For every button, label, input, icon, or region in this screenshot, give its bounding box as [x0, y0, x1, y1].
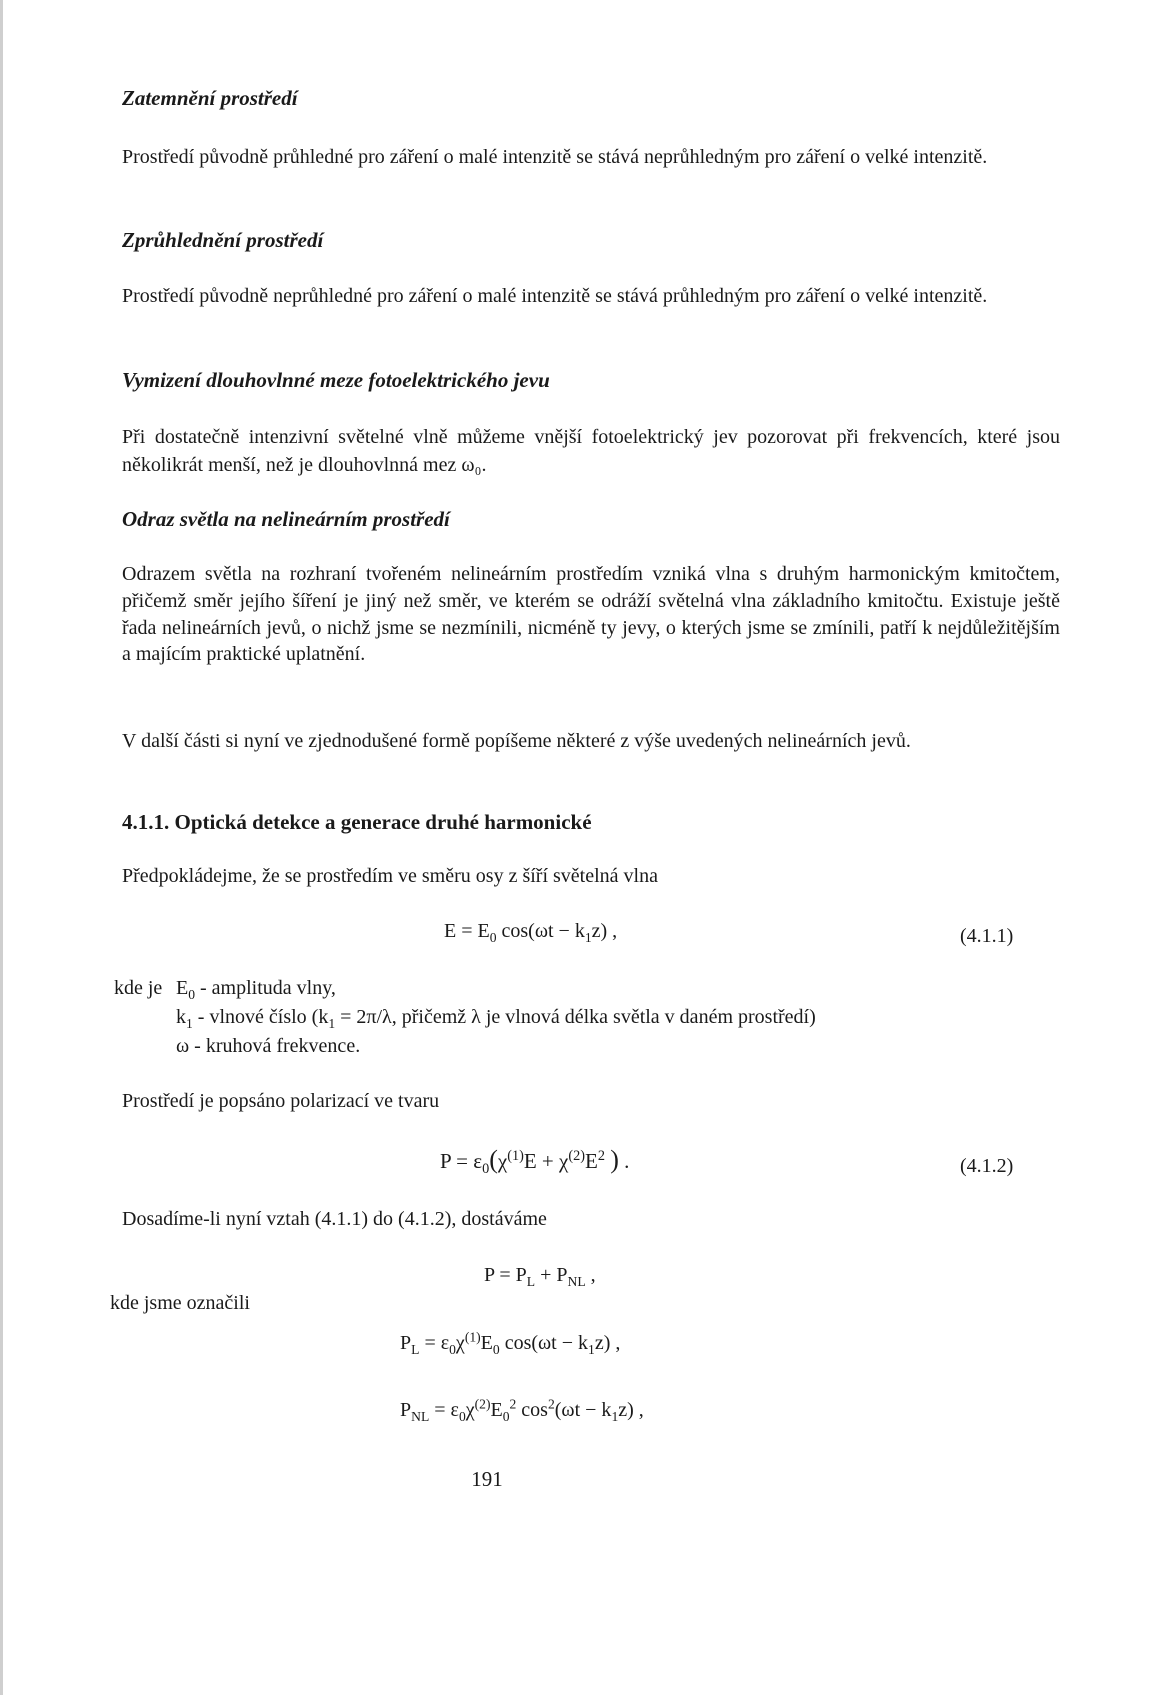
equation-number-4-1-2: (4.1.2): [960, 1155, 1014, 1177]
equation-number-4-1-1: (4.1.1): [960, 925, 1014, 947]
paragraph-vymizeni: Při dostatečně intenzivní světelné vlně můžeme vnější fotoelektrický jev pozorovat při frekvencích, které jsou několikrát menší, než je dlouhovlnná mez ω₀.: [122, 426, 1060, 476]
page-number: 191: [471, 1467, 503, 1491]
paragraph-zatemneni: Prostředí původně průhledné pro záření o malé intenzitě se stává neprůhledným pro záření o velké intenzitě.: [122, 146, 988, 168]
denoted-paragraph: kde jsme označili: [110, 1292, 250, 1314]
heading-zatemneni: Zatemnění prostředí: [122, 86, 298, 110]
paragraph-next: V další části si nyní ve zjednodušené formě popíšeme některé z výše uvedených nelineárních jevů.: [122, 730, 911, 752]
equation-4-1-1: $E = E_0$ $\cos(\omega t - k_1z)$ ,: [444, 920, 618, 945]
equation-4-1-2: $P = \varepsilon_0(\chi^{(1)}E + \chi^{(2)}E^2$ ) .: [440, 1145, 630, 1178]
definition-k1-text-a: - vlnové číslo (k: [197, 1006, 329, 1028]
definition-k1: $k_1$ - vlnové číslo ($k_1 = 2\pi/\lambda$, přičemž λ je vlnová délka světla v daném prostředí): [176, 1006, 816, 1031]
paragraph-odraz: Odrazem světla na rozhraní tvořeném nelineárním prostředím vzniká vlna s druhým harmonickým kmitočtem, přičemž směr jejího šíření je jiný než směr, ve kterém se odráží světelná vlna základního kmitočtu. Existuje ještě řada nelineárních jevů, o nichž jsme se nezmínili, nicméně ty jevy, o kterých jsme se zmínili, patří k nejdůležitějším a majícím praktické uplatnění.: [122, 563, 1060, 666]
substitution-paragraph: Dosadíme-li nyní vztah (4.1.1) do (4.1.2), dostáváme: [122, 1208, 547, 1230]
polarization-paragraph: Prostředí je popsáno polarizací ve tvaru: [122, 1090, 440, 1112]
scan-edge: [0, 0, 3, 1695]
definition-omega: ω - kruhová frekvence.: [176, 1035, 361, 1057]
equation-p-linear: $P_L = \varepsilon_0\chi^{(1)}E_0$ $\cos(\omega t - k_1z)$ ,: [400, 1329, 621, 1357]
heading-zpruhledneni: Zprůhlednění prostředí: [122, 228, 324, 252]
intro-paragraph: Předpokládejme, že se prostředím ve směru osy z šíří světelná vlna: [122, 865, 658, 887]
definition-k1-text-b: = 2π/λ, přičemž λ je vlnová délka světla v daném prostředí): [335, 1006, 816, 1028]
equation-p-sum: $P = P_L + P_{NL}$ ,: [484, 1264, 596, 1289]
definitions-lead: kde je: [114, 977, 163, 999]
equation-p-nonlinear: $P_{NL} = \varepsilon_0\chi^{(2)}E_0^2$ $\cos^2(\omega t - k_1z)$ ,: [400, 1396, 644, 1424]
definition-e0-text: - amplituda vlny,: [200, 977, 336, 999]
heading-odraz: Odraz světla na nelineárním prostředí: [122, 507, 450, 531]
heading-vymizeni: Vymizení dlouhovlnné meze fotoelektrického jevu: [122, 368, 550, 392]
paragraph-zpruhledneni: Prostředí původně neprůhledné pro záření o malé intenzitě se stává průhledným pro záření o velké intenzitě.: [122, 285, 988, 307]
section-title: 4.1.1. Optická detekce a generace druhé harmonické: [122, 810, 592, 834]
definition-e0: $E_0$ - amplituda vlny,: [176, 977, 336, 1002]
